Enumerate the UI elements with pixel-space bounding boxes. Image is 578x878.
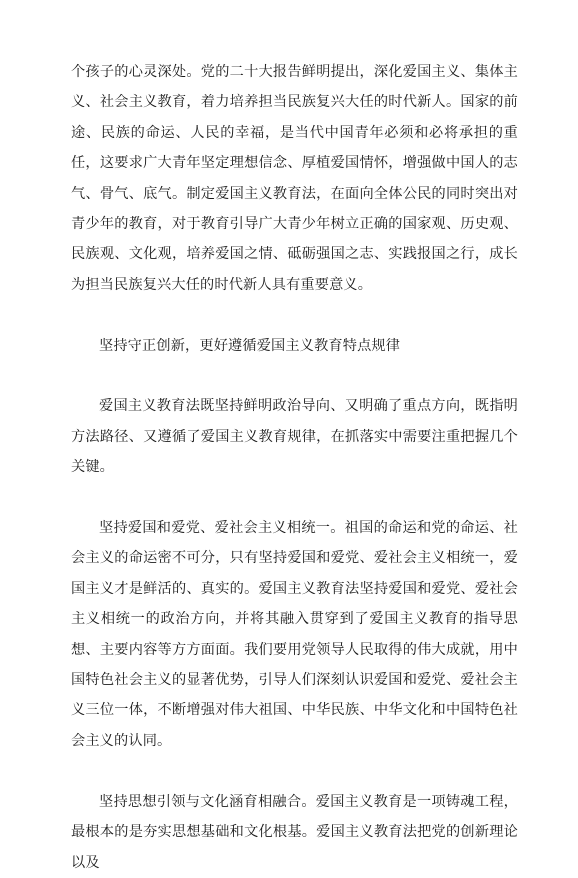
paragraph-spacer xyxy=(71,300,518,330)
paragraph-spacer xyxy=(71,483,518,513)
paragraph-ideology-culture: 坚持思想引领与文化涵育相融合。爱国主义教育是一项铸魂工程，最根本的是夯实思想基础和文化根基。爱国主义教育法把党的创新理论以及 xyxy=(71,793,518,871)
paragraph-key-points: 爱国主义教育法既坚持鲜明政治导向、又明确了重点方向，既指明方法路径、又遵循了爱国主义教育规律，在抓落实中需要注重把握几个关键。 xyxy=(71,398,518,476)
paragraph-spacer xyxy=(71,756,518,786)
section-heading: 坚持守正创新，更好遵循爱国主义教育特点规律 xyxy=(99,337,401,354)
paragraph-youth-education: 个孩子的心灵深处。党的二十大报告鲜明提出，深化爱国主义、集体主义、社会主义教育，着力培养担当民族复兴大任的时代新人。国家的前途、民族的命运、人民的幸福，是当代中国青年必须和必将承担的重任，这要求广大青年坚定理想信念、厚植爱国情怀，增强做中国人的志气、骨气、底气。制定爱国主义教育法，在面向全体公民的同时突出对青少年的教育，对于教育引导广大青少年树立正确的国家观、历史观、民族观、文化观，培养爱国之情、砥砺强国之志、实践报国之行，成长为担当民族复兴大任的时代新人具有重要意义。 xyxy=(71,64,518,293)
paragraph-spacer xyxy=(71,361,518,391)
paragraph-patriotism-party-socialism: 坚持爱国和爱党、爱社会主义相统一。祖国的命运和党的命运、社会主义的命运密不可分，只有坚持爱国和爱党、爱社会主义相统一，爱国主义才是鲜活的、真实的。爱国主义教育法坚持爱国和爱党、爱社会主义相统一的政治方向，并将其融入贯穿到了爱国主义教育的指导思想、主要内容等方方面面。我们要用党领导人民取得的伟大成就，用中国特色社会主义的显著优势，引导人们深刻认识爱国和爱党、爱社会主义三位一体，不断增强对伟大祖国、中华民族、中华文化和中国特色社会主义的认同。 xyxy=(71,520,518,749)
